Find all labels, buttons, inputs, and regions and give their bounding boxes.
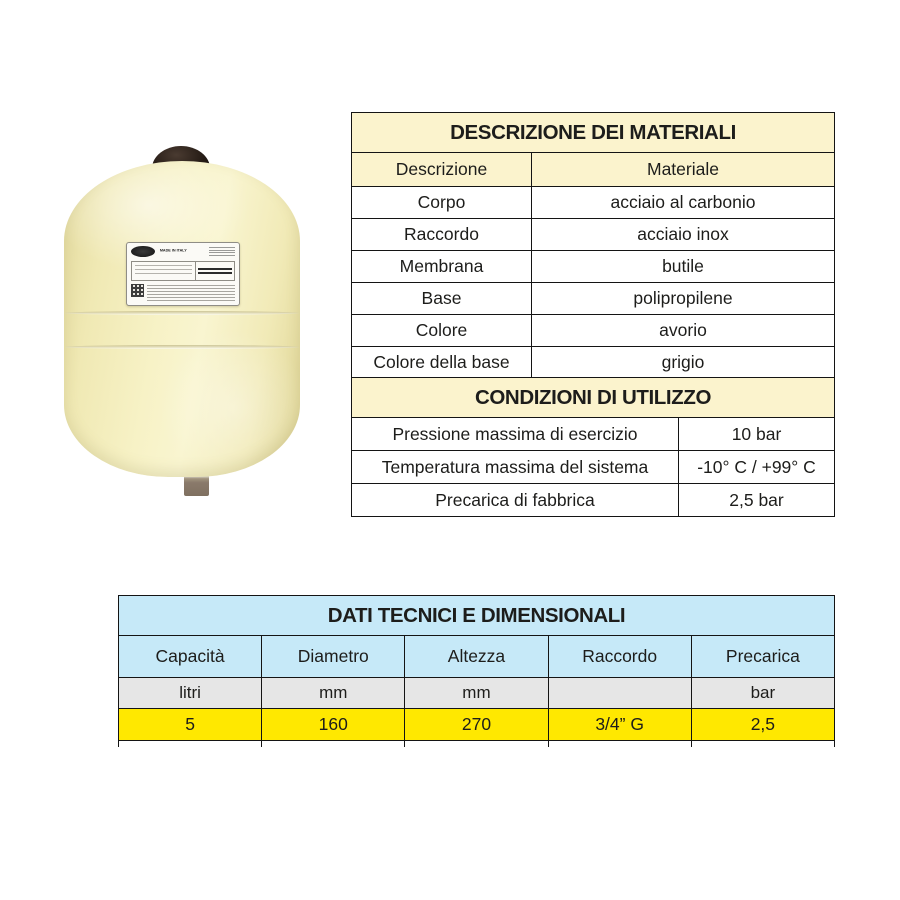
- specifications-block: [351, 112, 835, 517]
- column-header-materiale: Materiale: [532, 153, 835, 187]
- vessel-body: [64, 161, 300, 477]
- made-in-text: MADE IN ITALY: [159, 249, 187, 253]
- technical-data-block: [118, 595, 835, 747]
- table-row: [352, 418, 835, 451]
- table-title-row: [119, 596, 835, 636]
- table-header-row: [119, 636, 835, 678]
- value-cell: 160: [262, 709, 405, 741]
- row-value: acciaio inox: [532, 219, 835, 251]
- row-label: Pressione massima di esercizio: [352, 418, 679, 451]
- table-header-row: [352, 153, 835, 187]
- table-title-row: [352, 378, 835, 418]
- materials-table-title: DESCRIZIONE DEI MATERIALI: [352, 113, 835, 153]
- row-label: Corpo: [352, 187, 532, 219]
- label-address-lines: [209, 247, 235, 257]
- row-label: Precarica di fabbrica: [352, 484, 679, 517]
- technical-data-table: [118, 595, 835, 741]
- column-header-raccordo: Raccordo: [548, 636, 691, 678]
- conditions-table: [351, 377, 835, 517]
- table-row: [352, 251, 835, 283]
- column-header-altezza: Altezza: [405, 636, 548, 678]
- table-row: [352, 347, 835, 379]
- table-row: [352, 315, 835, 347]
- row-label: Base: [352, 283, 532, 315]
- row-value: -10° C / +99° C: [679, 451, 835, 484]
- unit-cell: bar: [691, 678, 834, 709]
- value-cell: 270: [405, 709, 548, 741]
- row-value: 10 bar: [679, 418, 835, 451]
- row-label: Membrana: [352, 251, 532, 283]
- unit-cell: litri: [119, 678, 262, 709]
- label-data-fields: [131, 261, 235, 281]
- label-fine-print: [131, 284, 235, 303]
- column-header-precarica: Precarica: [691, 636, 834, 678]
- table-row: [352, 484, 835, 517]
- column-header-descrizione: Descrizione: [352, 153, 532, 187]
- unit-cell: [548, 678, 691, 709]
- row-value: 2,5 bar: [679, 484, 835, 517]
- vessel-seam-line: [65, 345, 299, 349]
- label-header: [131, 246, 235, 261]
- fine-print-lines: [147, 284, 235, 303]
- row-value: polipropilene: [532, 283, 835, 315]
- tech-table-title: DATI TECNICI E DIMENSIONALI: [119, 596, 835, 636]
- unit-cell: mm: [262, 678, 405, 709]
- value-cell: 5: [119, 709, 262, 741]
- label-serial-code: [196, 262, 234, 280]
- column-header-capacita: Capacità: [119, 636, 262, 678]
- product-label: [126, 242, 240, 306]
- row-label: Colore: [352, 315, 532, 347]
- value-cell: 3/4” G: [548, 709, 691, 741]
- unit-cell: mm: [405, 678, 548, 709]
- qr-code-icon: [131, 284, 144, 297]
- materials-table: [351, 112, 835, 379]
- row-value: grigio: [532, 347, 835, 379]
- row-value: butile: [532, 251, 835, 283]
- cropped-next-row: [118, 741, 835, 747]
- table-row: [352, 219, 835, 251]
- column-header-diametro: Diametro: [262, 636, 405, 678]
- table-title-row: [352, 113, 835, 153]
- table-row: [352, 187, 835, 219]
- row-label: Colore della base: [352, 347, 532, 379]
- table-row: [352, 451, 835, 484]
- row-value: avorio: [532, 315, 835, 347]
- units-row: [119, 678, 835, 709]
- table-row: [352, 283, 835, 315]
- values-row: [119, 709, 835, 741]
- row-label: Raccordo: [352, 219, 532, 251]
- product-image-expansion-vessel: [40, 130, 340, 530]
- conditions-table-title: CONDIZIONI DI UTILIZZO: [352, 378, 835, 418]
- row-label: Temperatura massima del sistema: [352, 451, 679, 484]
- value-cell: 2,5: [691, 709, 834, 741]
- vessel-seam-line: [65, 311, 299, 315]
- brand-logo-icon: [131, 246, 155, 257]
- row-value: acciaio al carbonio: [532, 187, 835, 219]
- label-field-lines: [132, 262, 196, 280]
